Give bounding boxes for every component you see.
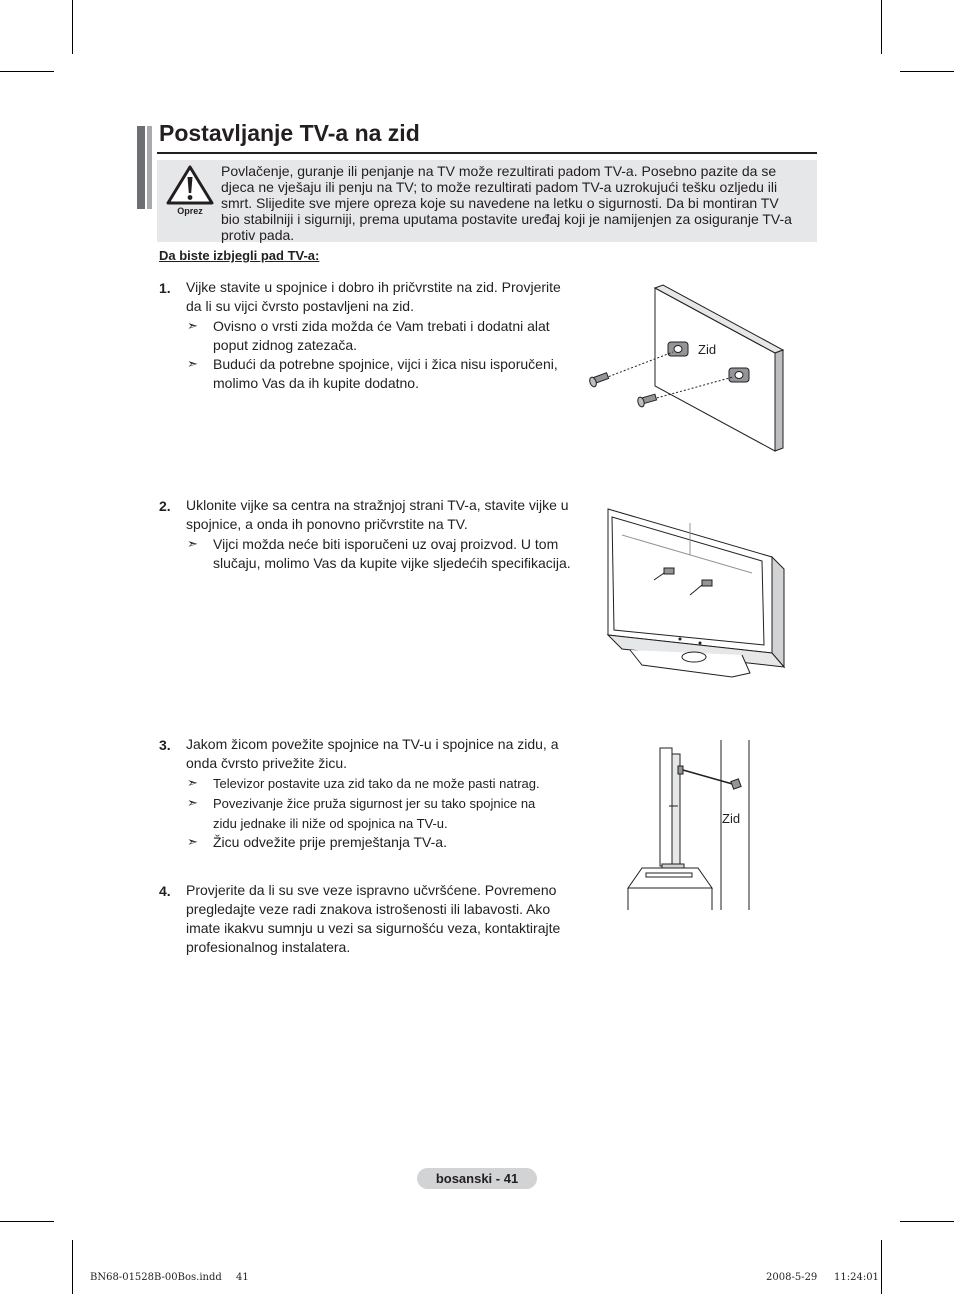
- step-line: Provjerite da li su sve veze ispravno učvršćene. Povremeno: [186, 882, 557, 898]
- crop-mark: [900, 71, 954, 72]
- step-text: [186, 496, 581, 534]
- caution-label: Oprez: [177, 206, 203, 216]
- crop-mark: [0, 71, 54, 72]
- caution-line: bio stabilniji i sigurniji, prema uputama postavite uređaj koji je namijenjen za osiguranje TV-a: [221, 211, 792, 227]
- tv-back-illustration: [602, 505, 788, 688]
- step-text: [186, 881, 576, 957]
- crop-mark: [72, 1240, 73, 1294]
- note-line: molimo Vas da ih kupite dodatno.: [213, 375, 419, 391]
- warning-triangle-icon: [165, 164, 215, 206]
- step-note: [213, 535, 583, 573]
- caution-line: Povlačenje, guranje ili penjanje na TV može rezultirati padom TV-a. Posebno pazite da se: [221, 163, 777, 179]
- title-accent-bar: [137, 126, 145, 209]
- step-number: 1.: [159, 280, 171, 296]
- note-line: Vijci možda neće biti isporučeni uz ovaj proizvod. U tom: [213, 536, 559, 552]
- note-arrow-icon: ➣: [187, 775, 198, 790]
- note-arrow-icon: ➣: [187, 834, 198, 849]
- note-line: poput zidnog zatezača.: [213, 337, 357, 353]
- step-line: Jakom žicom povežite spojnice na TV-u i spojnice na zidu, a: [186, 736, 559, 752]
- step-note: [213, 794, 583, 834]
- step-note: [213, 774, 583, 794]
- step-line: pregledajte veze radi znakova istrošenosti ili labavosti. Ako: [186, 901, 551, 917]
- note-line: slučaju, molimo Vas da kupite vijke sljedećih specifikacija.: [213, 555, 571, 571]
- step-number: 3.: [159, 737, 171, 753]
- caution-line: protiv pada.: [221, 227, 295, 243]
- crop-mark: [881, 0, 882, 54]
- wall-label: Zid: [722, 811, 741, 826]
- step-line: onda čvrsto privežite žicu.: [186, 755, 348, 771]
- page-number: bosanski - 41: [435, 1171, 519, 1186]
- step-line: Vijke stavite u spojnice i dobro ih pričvrstite na zid. Provjerite: [186, 279, 561, 295]
- slug-date: 2008-5-29: [766, 1272, 818, 1283]
- note-line: Televizor postavite uza zid tako da ne može pasti natrag.: [213, 776, 540, 791]
- step-number: 4.: [159, 883, 171, 899]
- step-text: [186, 735, 576, 773]
- section-subheading: Da biste izbjegli pad TV-a:: [159, 248, 320, 263]
- step-note: [213, 833, 583, 852]
- crop-mark: [881, 1240, 882, 1294]
- wall-bracket-icon: [729, 368, 749, 382]
- note-line: zidu jednake ili niže od spojnica na TV-u.: [213, 816, 448, 831]
- step-line: Uklonite vijke sa centra na stražnjoj strani TV-a, stavite vijke u: [186, 497, 569, 513]
- slug-file: BN68-01528B-00Bos.indd: [90, 1272, 222, 1283]
- title-rule: [157, 152, 817, 154]
- note-line: Ovisno o vrsti zida možda će Vam trebati i dodatni alat: [213, 318, 550, 334]
- note-line: Povezivanje žice pruža sigurnost jer su tako spojnice na: [213, 796, 536, 811]
- note-arrow-icon: ➣: [187, 536, 198, 551]
- slug-time: 11:24:01: [834, 1272, 879, 1283]
- title-accent-bar: [147, 126, 152, 209]
- step-line: spojnice, a onda ih ponovno pričvrstite na TV.: [186, 516, 468, 532]
- caution-line: smrt. Slijedite sve mjere opreza koje su navedene na letku o sigurnosti. Da bi montiran TV: [221, 195, 779, 211]
- slug-page: 41: [236, 1272, 249, 1283]
- caution-line: djeca ne vješaju ili penju na TV; to može rezultirati padom TV-a uzrokujući tešku ozljedu ili: [221, 179, 778, 195]
- step-line: profesionalnog instalatera.: [186, 939, 351, 955]
- wall-bracket-icon: [668, 342, 688, 356]
- screw-icon: [588, 373, 608, 388]
- note-arrow-icon: ➣: [187, 318, 198, 333]
- step-note: [213, 355, 583, 393]
- crop-mark: [0, 1221, 54, 1222]
- note-line: Budući da potrebne spojnice, vijci i žica nisu isporučeni,: [213, 356, 558, 372]
- step-note: [213, 317, 583, 355]
- step-text: [186, 278, 576, 316]
- crop-mark: [900, 1221, 954, 1222]
- page-title: Postavljanje TV-a na zid: [159, 120, 420, 146]
- screw-icon: [637, 394, 657, 407]
- note-line: Žicu odvežite prije premještanja TV-a.: [213, 834, 447, 850]
- tv-side-illustration: [626, 738, 756, 914]
- step-line: imate ikakvu sumnju u vezi sa sigurnošću veza, kontaktirajte: [186, 920, 561, 936]
- wall-label: Zid: [698, 342, 717, 357]
- step-number: 2.: [159, 498, 171, 514]
- note-arrow-icon: ➣: [187, 795, 198, 810]
- step-line: da li su vijci čvrsto postavljeni na zid.: [186, 298, 414, 314]
- crop-mark: [72, 0, 73, 54]
- wall-bracket-illustration: [585, 283, 785, 455]
- note-arrow-icon: ➣: [187, 356, 198, 371]
- caution-text: [221, 163, 811, 243]
